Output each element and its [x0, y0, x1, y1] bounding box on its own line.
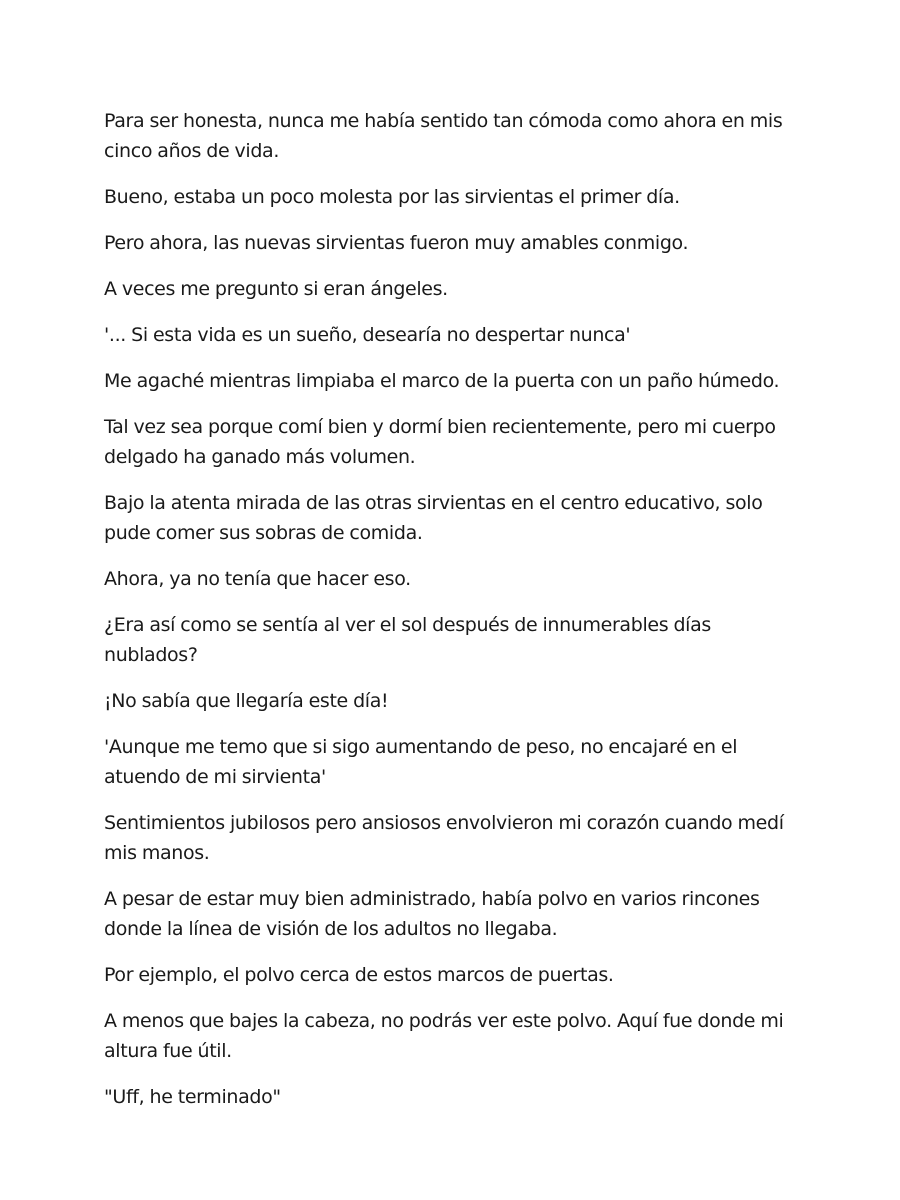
paragraph: Para ser honesta, nunca me había sentido tan cómoda como ahora en mis cinco años de vida.	[104, 110, 783, 162]
paragraph: Pero ahora, las nuevas sirvientas fueron muy amables conmigo.	[104, 232, 689, 254]
paragraph: Me agaché mientras limpiaba el marco de la puerta con un paño húmedo.	[104, 370, 780, 392]
paragraph: A menos que bajes la cabeza, no podrás ver este polvo. Aquí fue donde mi altura fue útil.	[104, 1010, 784, 1062]
paragraph: A veces me pregunto si eran ángeles.	[104, 278, 448, 300]
paragraph: "Uff, he terminado"	[104, 1086, 281, 1108]
paragraph: ¿Era así como se sentía al ver el sol después de innumerables días nublados?	[104, 614, 711, 666]
paragraph: Ahora, ya no tenía que hacer eso.	[104, 568, 411, 590]
paragraph: 'Aunque me temo que si sigo aumentando de peso, no encajaré en el atuendo de mi sirvienta'	[104, 736, 738, 788]
paragraph: Bajo la atenta mirada de las otras sirvientas en el centro educativo, solo pude comer sus sobras de comida.	[104, 492, 763, 544]
paragraph: Tal vez sea porque comí bien y dormí bien recientemente, pero mi cuerpo delgado ha ganado más volumen.	[104, 416, 776, 468]
paragraph: A pesar de estar muy bien administrado, había polvo en varios rincones donde la línea de visión de los adultos no llegaba.	[104, 888, 760, 940]
paragraph: Sentimientos jubilosos pero ansiosos envolvieron mi corazón cuando medí mis manos.	[104, 812, 784, 864]
paragraph: ¡No sabía que llegaría este día!	[104, 690, 389, 712]
paragraph: Bueno, estaba un poco molesta por las sirvientas el primer día.	[104, 186, 680, 208]
paragraph: Por ejemplo, el polvo cerca de estos marcos de puertas.	[104, 964, 614, 986]
paragraph: '... Si esta vida es un sueño, desearía no despertar nunca'	[104, 324, 631, 346]
